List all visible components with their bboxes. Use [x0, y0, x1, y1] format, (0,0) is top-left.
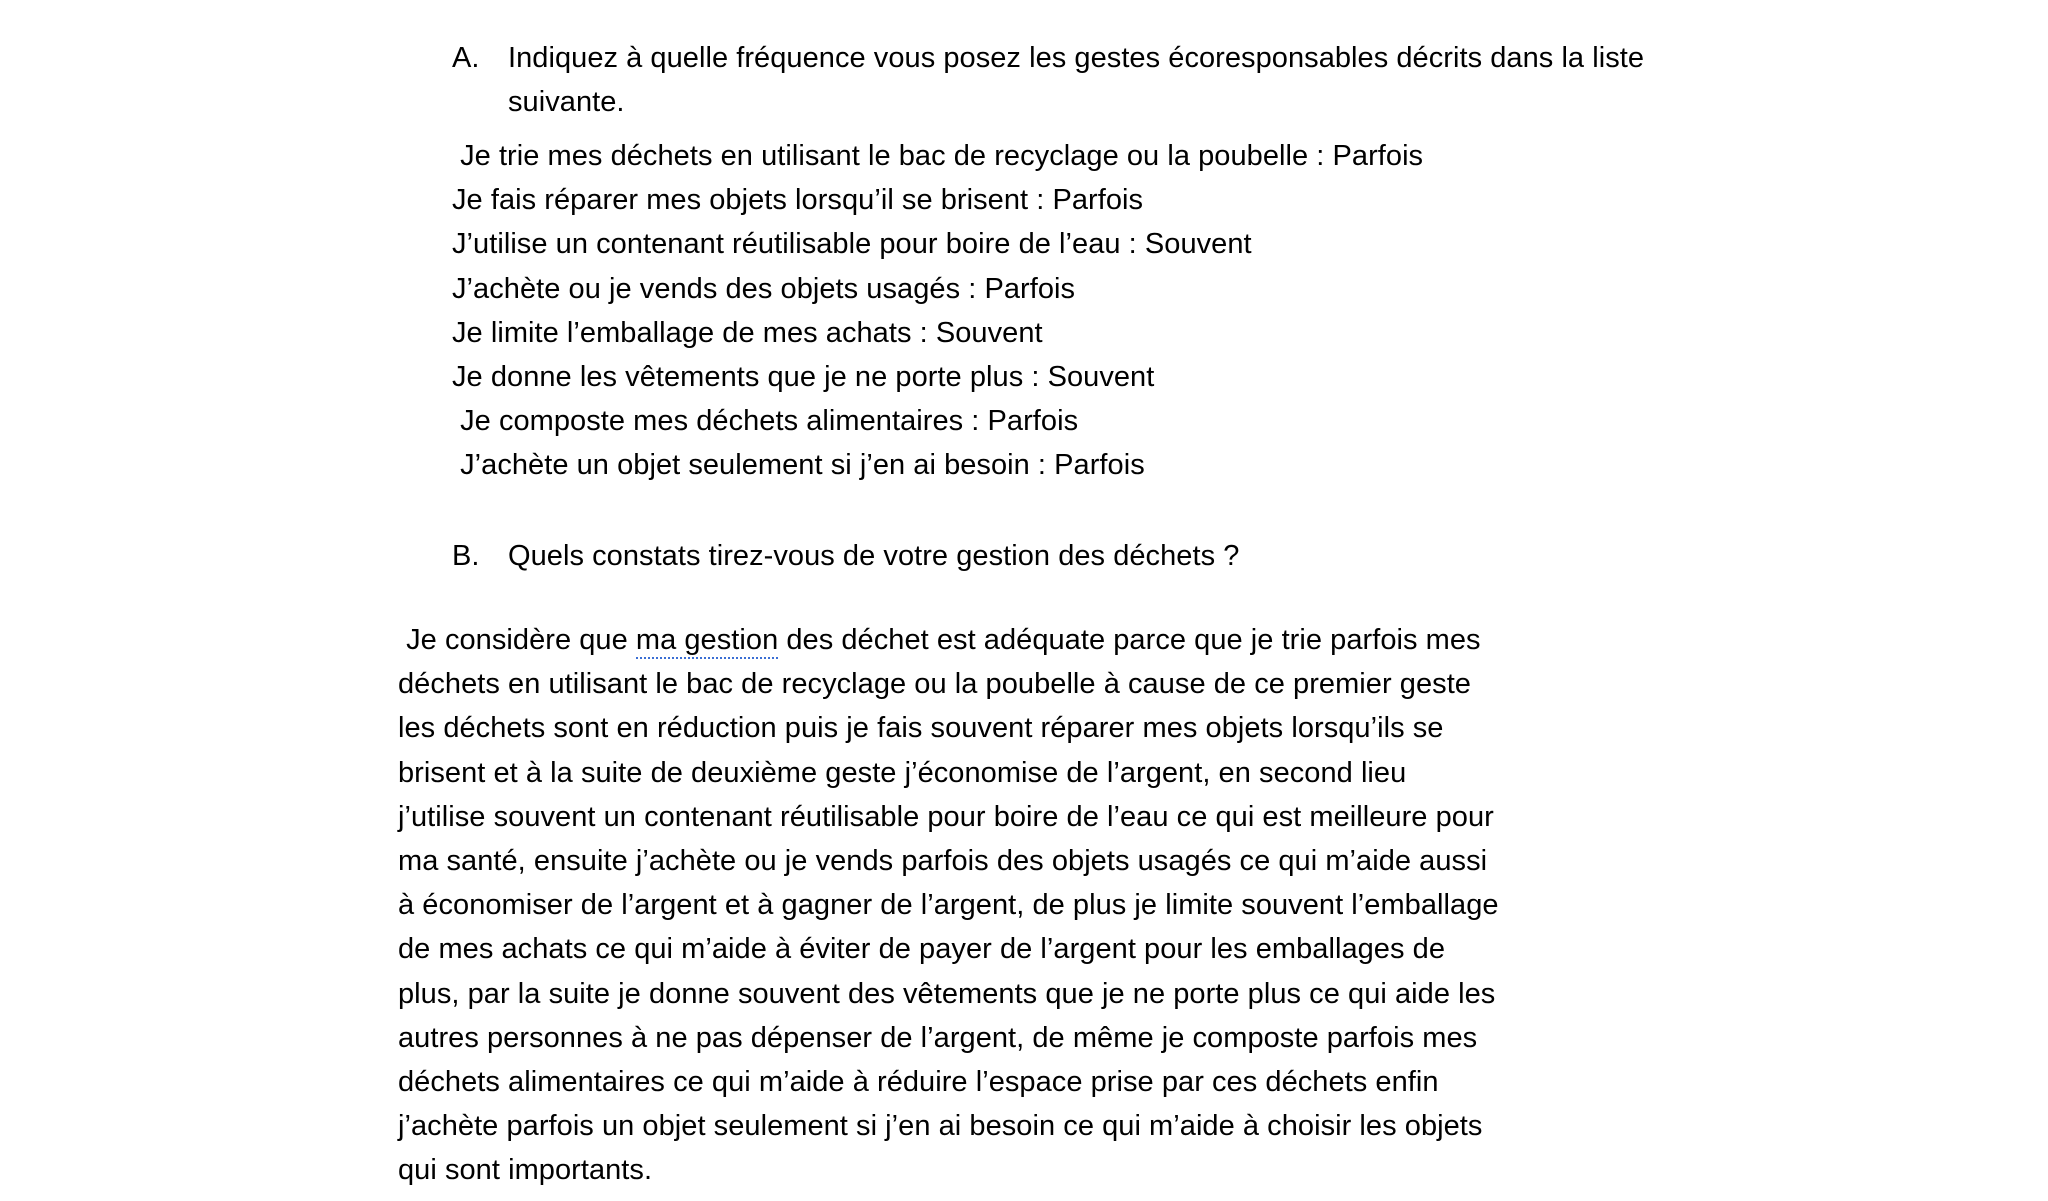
question-a-marker: A.: [452, 42, 480, 74]
paragraph-line: à économiser de l’argent et à gagner de l’argent, de plus je limite souvent l’emballage: [398, 889, 1499, 922]
question-b-text: Quels constats tirez-vous de votre gestion des déchets ?: [508, 540, 1240, 572]
question-a-row: [452, 36, 1682, 124]
paragraph-line: [398, 618, 1698, 662]
question-a-block: [452, 36, 1682, 124]
paragraph-line: plus, par la suite je donne souvent des vêtements que je ne porte plus ce qui aide les: [398, 977, 1496, 1010]
statement-list: [452, 134, 1692, 488]
question-a-text: Indiquez à quelle fréquence vous posez les gestes écoresponsables décrits dans la liste suivante.: [508, 42, 1653, 118]
question-b-block: [452, 534, 1682, 578]
paragraph-line: de mes achats ce qui m’aide à éviter de payer de l’argent pour les emballages de: [398, 933, 1445, 966]
paragraph-line: j’achète parfois un objet seulement si j’en ai besoin ce qui m’aide à choisir les objets: [398, 1110, 1483, 1143]
paragraph-line: qui sont importants.: [398, 1154, 653, 1187]
list-item: J’utilise un contenant réutilisable pour boire de l’eau : Souvent: [452, 228, 1252, 261]
list-item: Je fais réparer mes objets lorsqu’il se brisent : Parfois: [452, 184, 1144, 217]
answer-paragraph: [398, 618, 1698, 1193]
paragraph-line: j’utilise souvent un contenant réutilisable pour boire de l’eau ce qui est meilleure pour: [398, 800, 1494, 833]
paragraph-line-lead: Je considère que: [398, 624, 636, 656]
list-item: Je donne les vêtements que je ne porte plus : Souvent: [452, 361, 1155, 394]
question-b-marker: B.: [452, 540, 480, 572]
paragraph-line: ma santé, ensuite j’achète ou je vends parfois des objets usagés ce qui m’aide aussi: [398, 845, 1488, 878]
list-item: Je limite l’emballage de mes achats : Souvent: [452, 316, 1043, 349]
grammar-flagged-phrase[interactable]: ma gestion: [636, 624, 778, 659]
list-item: J’achète un objet seulement si j’en ai besoin : Parfois: [452, 449, 1145, 482]
question-b-row: [452, 534, 1682, 578]
paragraph-line-tail: des déchet est adéquate parce que je trie parfois mes: [778, 624, 1481, 656]
paragraph-line: brisent et à la suite de deuxième geste j’économise de l’argent, en second lieu: [398, 756, 1407, 789]
list-item: J’achète ou je vends des objets usagés : Parfois: [452, 272, 1076, 305]
paragraph-line: autres personnes à ne pas dépenser de l’argent, de même je composte parfois mes: [398, 1021, 1478, 1054]
list-item: Je composte mes déchets alimentaires : Parfois: [452, 405, 1079, 438]
paragraph-line: déchets en utilisant le bac de recyclage ou la poubelle à cause de ce premier geste: [398, 668, 1471, 701]
paragraph-line: déchets alimentaires ce qui m’aide à réduire l’espace prise par ces déchets enfin: [398, 1066, 1439, 1099]
paragraph-line: les déchets sont en réduction puis je fais souvent réparer mes objets lorsqu’ils se: [398, 712, 1444, 745]
list-item: Je trie mes déchets en utilisant le bac de recyclage ou la poubelle : Parfois: [452, 140, 1424, 172]
